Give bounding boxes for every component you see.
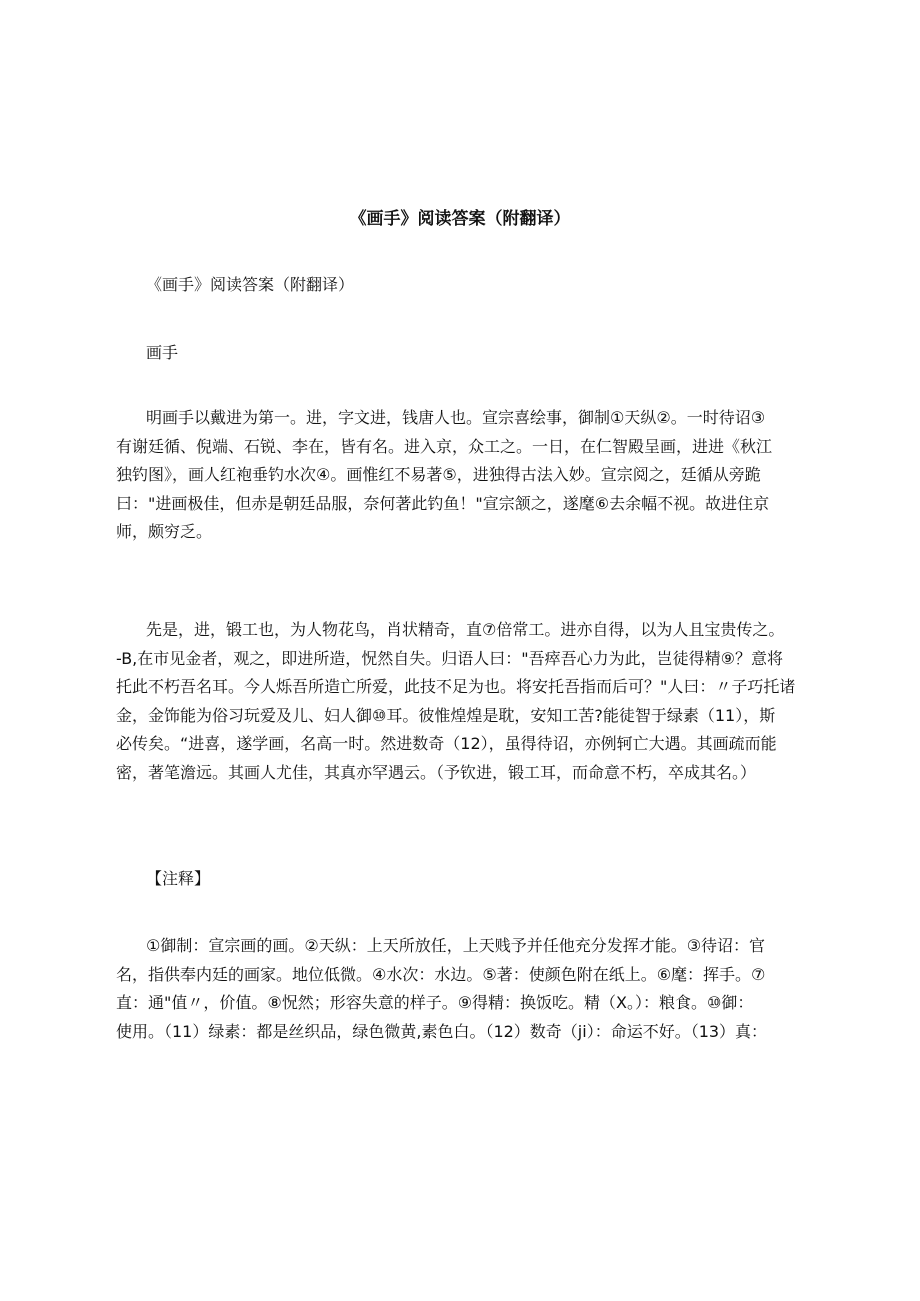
- paragraph-line: 必传矣。“进喜，遂学画，名高一时。然进数奇（12），虽得待诏，亦例轲亡大遇。其画疏而能: [116, 734, 777, 753]
- paragraph-line: 密，著笔澹远。其画人尤佳，其真亦罕遇云。（予钦进，锻工耳，而命意不朽，卒成其名。）: [116, 762, 757, 782]
- paragraph-line: ①御制：宣宗画的画。②天纵：上天所放任，上天贱予并任他充分发挥才能。③待诏：官: [146, 936, 766, 955]
- paragraph-notes: [116, 932, 826, 1046]
- notes-heading: 【注释】: [146, 869, 211, 888]
- paragraph-line: 师，颇穷乏。: [116, 522, 213, 541]
- paragraph-line: 使用。（11）绿素：都是丝织品，绿色微黄,素色白。（12）数奇（ji）：命运不好。（13）真：: [116, 1021, 768, 1041]
- paragraph-main-text: [116, 404, 826, 547]
- paragraph-story: [116, 616, 826, 787]
- paragraph-line: 直：通"值〃，价值。⑧怳然；形容失意的样子。⑨得精：换饭吃。精（X。）：粮食。⑩御：: [116, 993, 754, 1012]
- paragraph-line: 名，指供奉内廷的画家。地位低微。④水次：水边。⑤著：使颜色附在纸上。⑥麾：挥手。⑦: [116, 964, 766, 984]
- paragraph-line: 独钓图》，画人红袍垂钓水次④。画惟红不易著⑤，进独得古法入妙。宣宗阅之，廷循从旁跪: [116, 465, 761, 484]
- section-heading: 画手: [146, 343, 179, 362]
- document-title: 《画手》阅读答案（附翻译）: [349, 209, 571, 229]
- paragraph-line: 金，金饰能为俗习玩爱及儿、妇人御⑩耳。彼惟煌煌是耽，安知工苦?能徒智于绿素（11），斯: [116, 705, 776, 725]
- paragraph-line: 明画手以戴进为第一。进，字文进，钱唐人也。宣宗喜绘事，御制①天纵②。一时待诏③: [146, 408, 766, 427]
- paragraph-line: 有谢廷循、倪端、石锐、李在，皆有名。进入京，众工之。一日，在仁智殿呈画，进进《秋江: [116, 436, 773, 456]
- paragraph-line: 曰："进画极佳，但赤是朝廷品服，奈何著此钓鱼！"宣宗颔之，遂麾⑥去余幅不视。故进住京: [116, 493, 770, 513]
- document-subtitle: 《画手》阅读答案（附翻译）: [146, 275, 355, 294]
- paragraph-line: 托此不朽吾名耳。今人烁吾所造亡所爱，此技不足为也。将安托吾指而后可？"人曰：〃子巧托诸: [116, 677, 796, 696]
- paragraph-line: -B,在市见金者，观之，即进所造，怳然自失。归语人曰："吾瘁吾心力为此，岂徒得精⑨？意将: [116, 648, 783, 668]
- paragraph-line: 先是，进，锻工也，为人物花鸟，肖状精奇，直⑦倍常工。进亦自得，以为人且宝贵传之。: [146, 620, 785, 639]
